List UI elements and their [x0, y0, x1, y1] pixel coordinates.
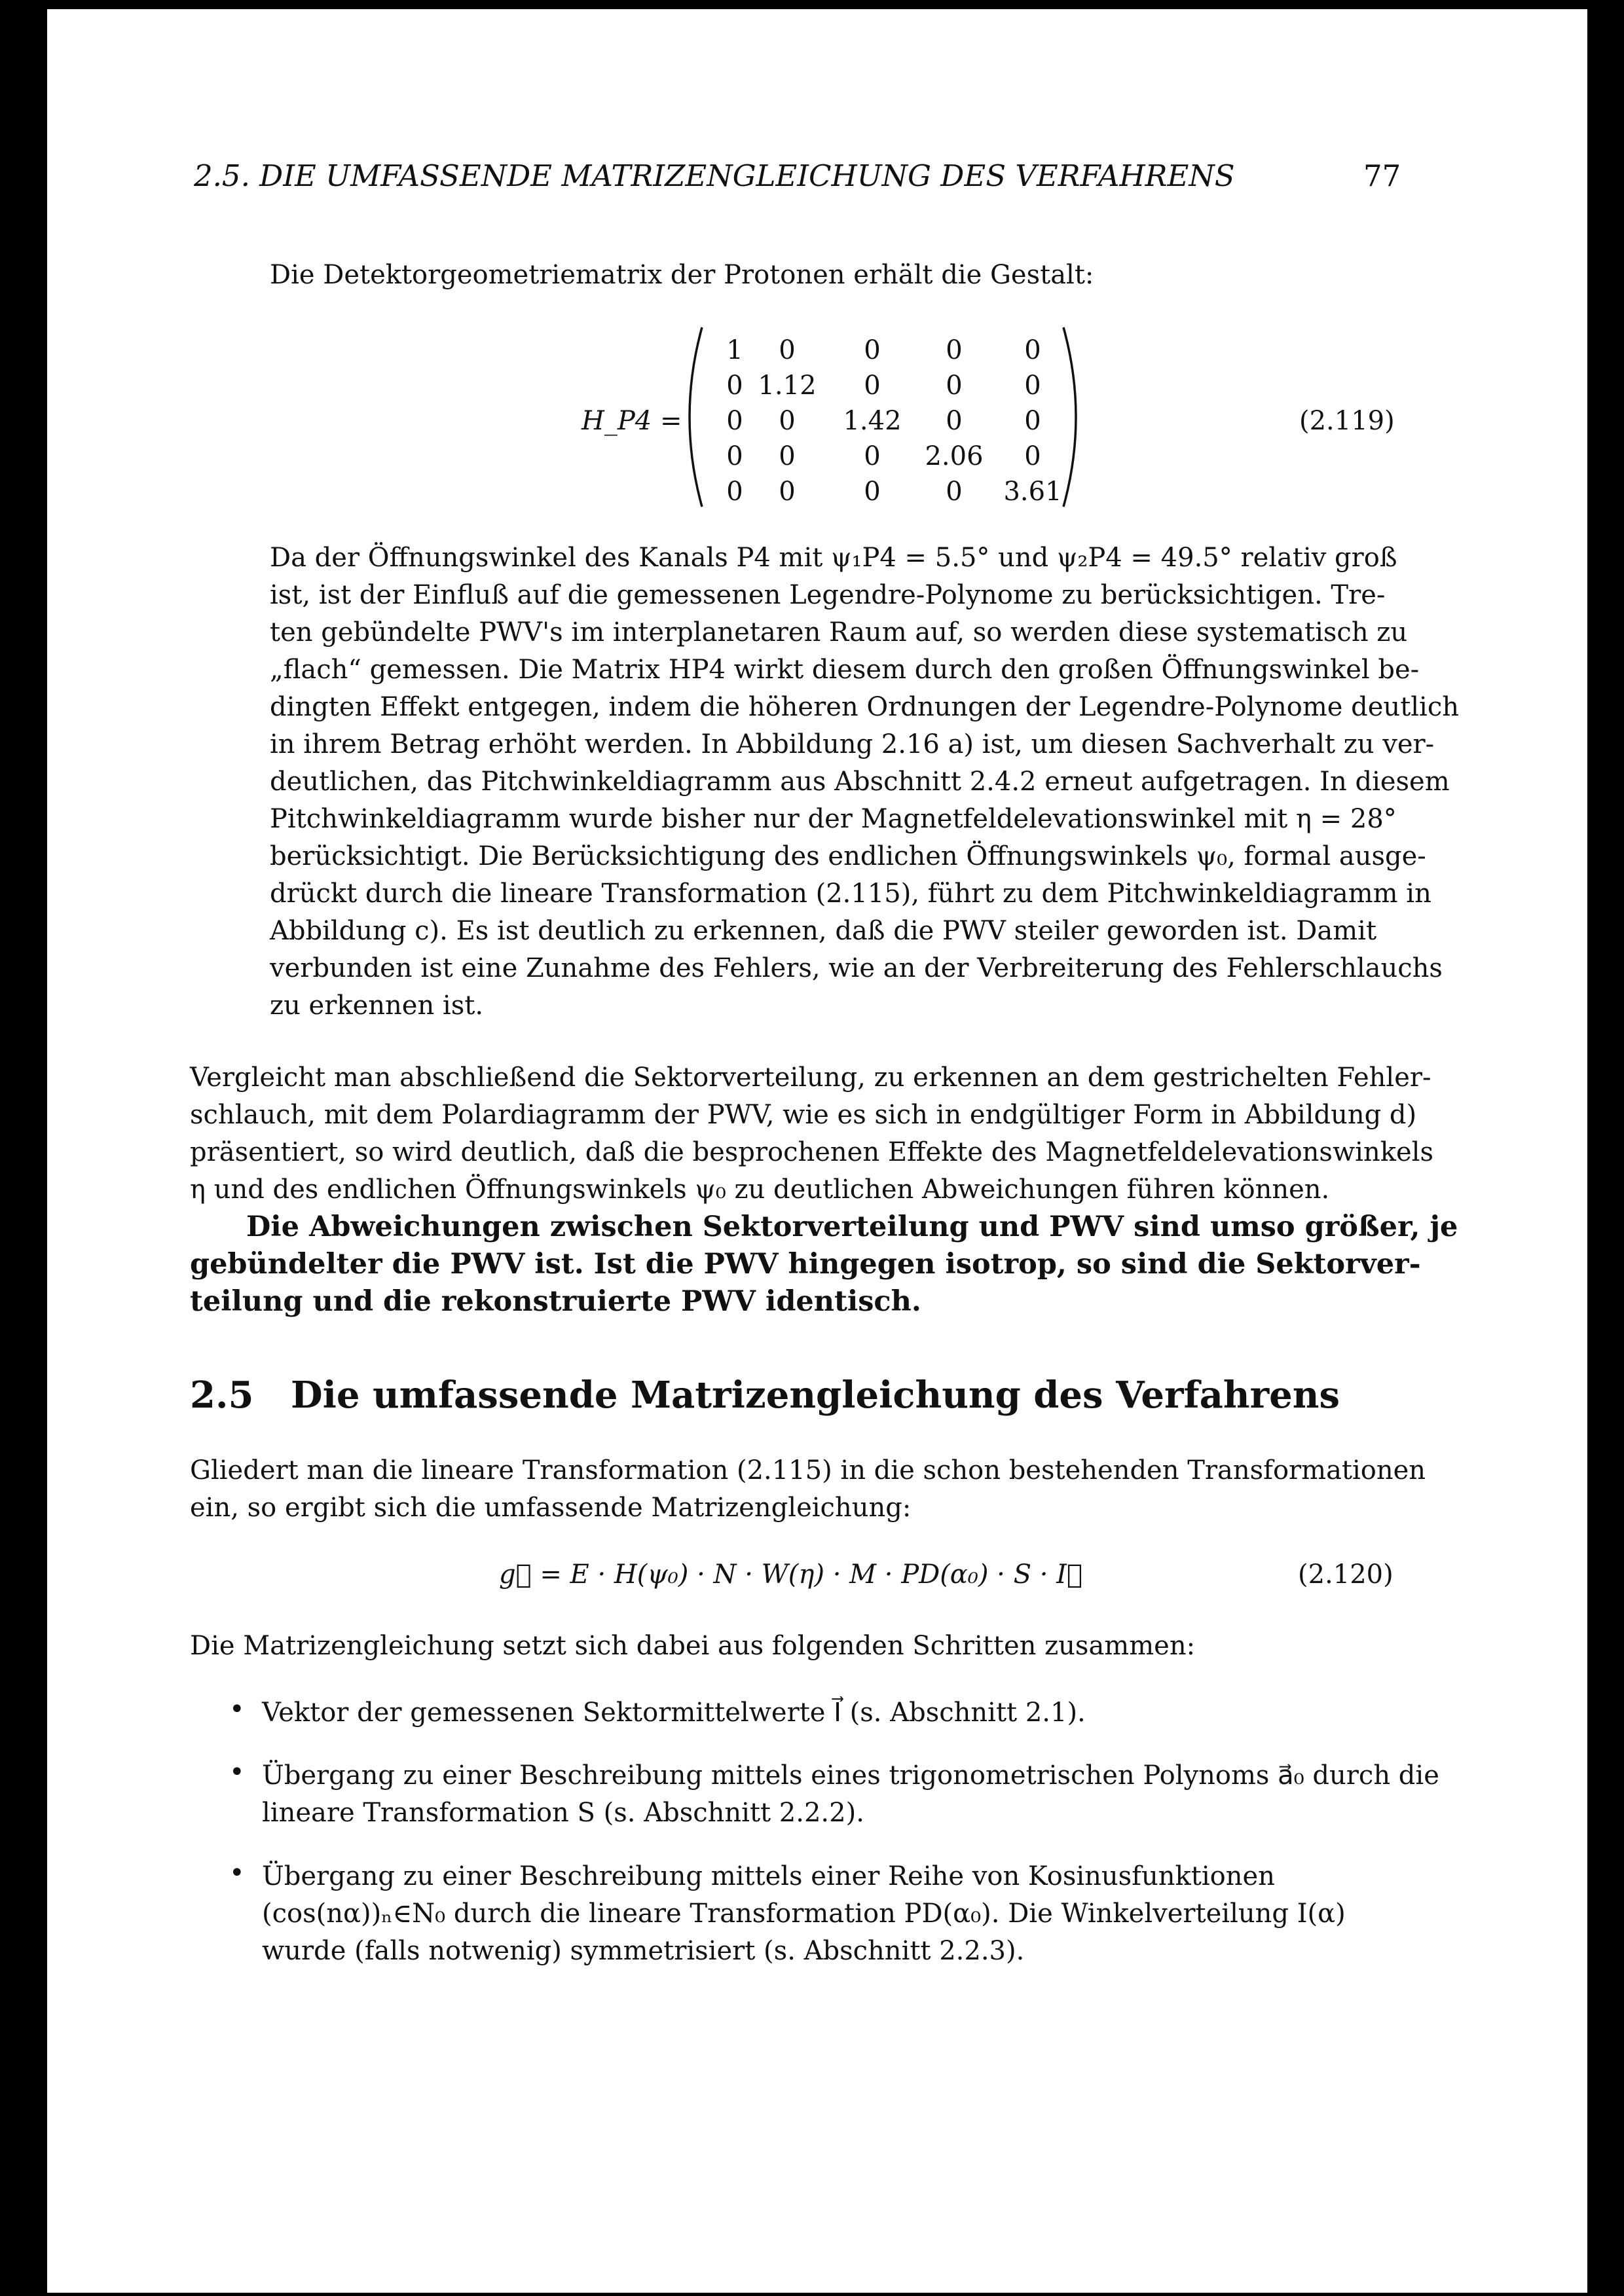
matrix-cell: 0 [946, 335, 963, 365]
matrix-lhs: H_P4 = [581, 406, 682, 436]
text-line: Übergang zu einer Beschreibung mittels eines trigonometrischen Polynoms a⃗₀ durch die [262, 1760, 1439, 1791]
text-line: ein, so ergibt sich die umfassende Matrizengleichung: [190, 1493, 912, 1523]
bullet-item-3 [262, 1858, 1441, 1970]
page-sheet [47, 9, 1587, 2293]
text-line: schlauch, mit dem Polardiagramm der PWV, wie es sich in endgültiger Form in Abbildung d) [190, 1100, 1417, 1130]
matrix-grid [709, 322, 1075, 512]
text-line: η und des endlichen Öffnungswinkels ψ₀ zu deutlichen Abweichungen führen können. [190, 1175, 1330, 1205]
matrix-cell: 1 [726, 335, 743, 365]
matrix-cell: 0 [726, 406, 743, 436]
matrix-cell: 0 [864, 335, 881, 365]
text-line: Abbildung c). Es ist deutlich zu erkennen, daß die PWV steiler geworden ist. Damit [270, 916, 1377, 946]
matrix-cell: 0 [946, 371, 963, 401]
matrix-cell: 0 [779, 441, 796, 471]
text-line: deutlichen, das Pitchwinkeldiagramm aus Abschnitt 2.4.2 erneut aufgetragen. In diesem [270, 767, 1450, 797]
text-line: zu erkennen ist. [270, 991, 484, 1021]
text-line: teilung und die rekonstruierte PWV identisch. [190, 1285, 921, 1318]
matrix-cell: 3.61 [1003, 477, 1062, 507]
text-line: „flach“ gemessen. Die Matrix HP4 wirkt diesem durch den großen Öffnungswinkel be- [270, 655, 1420, 685]
matrix-cell: 0 [1024, 335, 1041, 365]
paragraph-matrix-equation-intro [190, 1452, 1441, 1527]
text-line: drückt durch die lineare Transformation (2.115), führt zu dem Pitchwinkeldiagramm in [270, 879, 1431, 909]
matrix-cell: 0 [726, 477, 743, 507]
matrix-cell: 1.42 [843, 406, 902, 436]
paragraph-steps-intro: Die Matrizengleichung setzt sich dabei aus folgenden Schritten zusammen: [190, 1631, 1196, 1661]
equation-number-2-120: (2.120) [1298, 1559, 1393, 1590]
matrix-cell: 0 [726, 441, 743, 471]
matrix-cell: 2.06 [925, 441, 984, 471]
running-header-title: 2.5. DIE UMFASSENDE MATRIZENGLEICHUNG DES VERFAHRENS [194, 158, 1235, 193]
matrix-cell: 0 [864, 371, 881, 401]
text-line: in ihrem Betrag erhöht werden. In Abbildung 2.16 a) ist, um diesen Sachverhalt zu ver- [270, 729, 1435, 759]
text-line: dingten Effekt entgegen, indem die höheren Ordnungen der Legendre-Polynome deutlich [270, 692, 1460, 722]
matrix-cell: 0 [779, 335, 796, 365]
text-line: Gliedert man die lineare Transformation (2.115) in die schon bestehenden Transformationen [190, 1455, 1426, 1485]
text-line: präsentiert, so wird deutlich, daß die besprochenen Effekte des Magnetfeldelevationswinkels [190, 1137, 1433, 1167]
text-line: verbunden ist eine Zunahme des Fehlers, wie an der Verbreiterung des Fehlerschlauchs [270, 953, 1443, 983]
bullet-dot: • [229, 1858, 245, 1888]
matrix-cell: 0 [726, 371, 743, 401]
matrix-cell: 0 [1024, 441, 1041, 471]
text-line: lineare Transformation S (s. Abschnitt 2.2.2). [262, 1798, 864, 1828]
page-number: 77 [1363, 158, 1401, 193]
paragraph-opening-angle [270, 539, 1460, 1025]
text-line: gebündelter die PWV ist. Ist die PWV hingegen isotrop, so sind die Sektorver- [190, 1248, 1421, 1281]
text-line: ten gebündelte PWV's im interplanetaren Raum auf, so werden diese systematisch zu [270, 617, 1408, 647]
text-line: Da der Öffnungswinkel des Kanals P4 mit ψ₁P4 = 5.5° und ψ₂P4 = 49.5° relativ groß [270, 543, 1397, 573]
equation-number-2-119: (2.119) [1299, 406, 1395, 436]
section-title: Die umfassende Matrizengleichung des Verfahrens [291, 1374, 1340, 1417]
matrix-cell: 0 [946, 406, 963, 436]
text-line: Pitchwinkeldiagramm wurde bisher nur der Magnetfeldelevationswinkel mit η = 28° [270, 804, 1397, 834]
text-line: Übergang zu einer Beschreibung mittels einer Reihe von Kosinusfunktionen [262, 1861, 1275, 1891]
intro-text: Die Detektorgeometriematrix der Protonen erhält die Gestalt: [270, 260, 1094, 290]
text-line: Vektor der gemessenen Sektormittelwerte I⃗ (s. Abschnitt 2.1). [262, 1698, 1086, 1728]
matrix-cell: 0 [779, 406, 796, 436]
matrix-cell: 0 [1024, 371, 1041, 401]
bullet-item-2 [262, 1757, 1441, 1832]
text-line: Vergleicht man abschließend die Sektorverteilung, zu erkennen an dem gestrichelten Fehler- [190, 1063, 1431, 1093]
text-line: ist, ist der Einfluß auf die gemessenen Legendre-Polynome zu berücksichtigen. Tre- [270, 580, 1386, 610]
matrix-cell: 0 [779, 477, 796, 507]
bold-conclusion [190, 1209, 1458, 1321]
text-line: Die Abweichungen zwischen Sektorverteilung und PWV sind umso größer, je [246, 1211, 1458, 1243]
section-number: 2.5 [190, 1374, 254, 1417]
bullet-item-1 [262, 1694, 1441, 1732]
matrix-cell: 1.12 [758, 371, 817, 401]
matrix-cell: 0 [946, 477, 963, 507]
paragraph-sector-distribution [190, 1059, 1441, 1209]
matrix-cell: 0 [864, 441, 881, 471]
bullet-dot: • [229, 1757, 245, 1787]
bullet-dot: • [229, 1694, 245, 1724]
text-line: (cos(nα))ₙ∈N₀ durch die lineare Transformation PD(α₀). Die Winkelverteilung I(α) [262, 1899, 1346, 1929]
equation-2-120: g⃗ = E · H(ψ₀) · N · W(η) · M · PD(α₀) · S · I⃗ [499, 1559, 1082, 1590]
text-line: wurde (falls notwenig) symmetrisiert (s. Abschnitt 2.2.3). [262, 1936, 1025, 1966]
matrix-cell: 0 [864, 477, 881, 507]
text-line: berücksichtigt. Die Berücksichtigung des endlichen Öffnungswinkels ψ₀, formal ausge- [270, 841, 1426, 871]
matrix-cell: 0 [1024, 406, 1041, 436]
